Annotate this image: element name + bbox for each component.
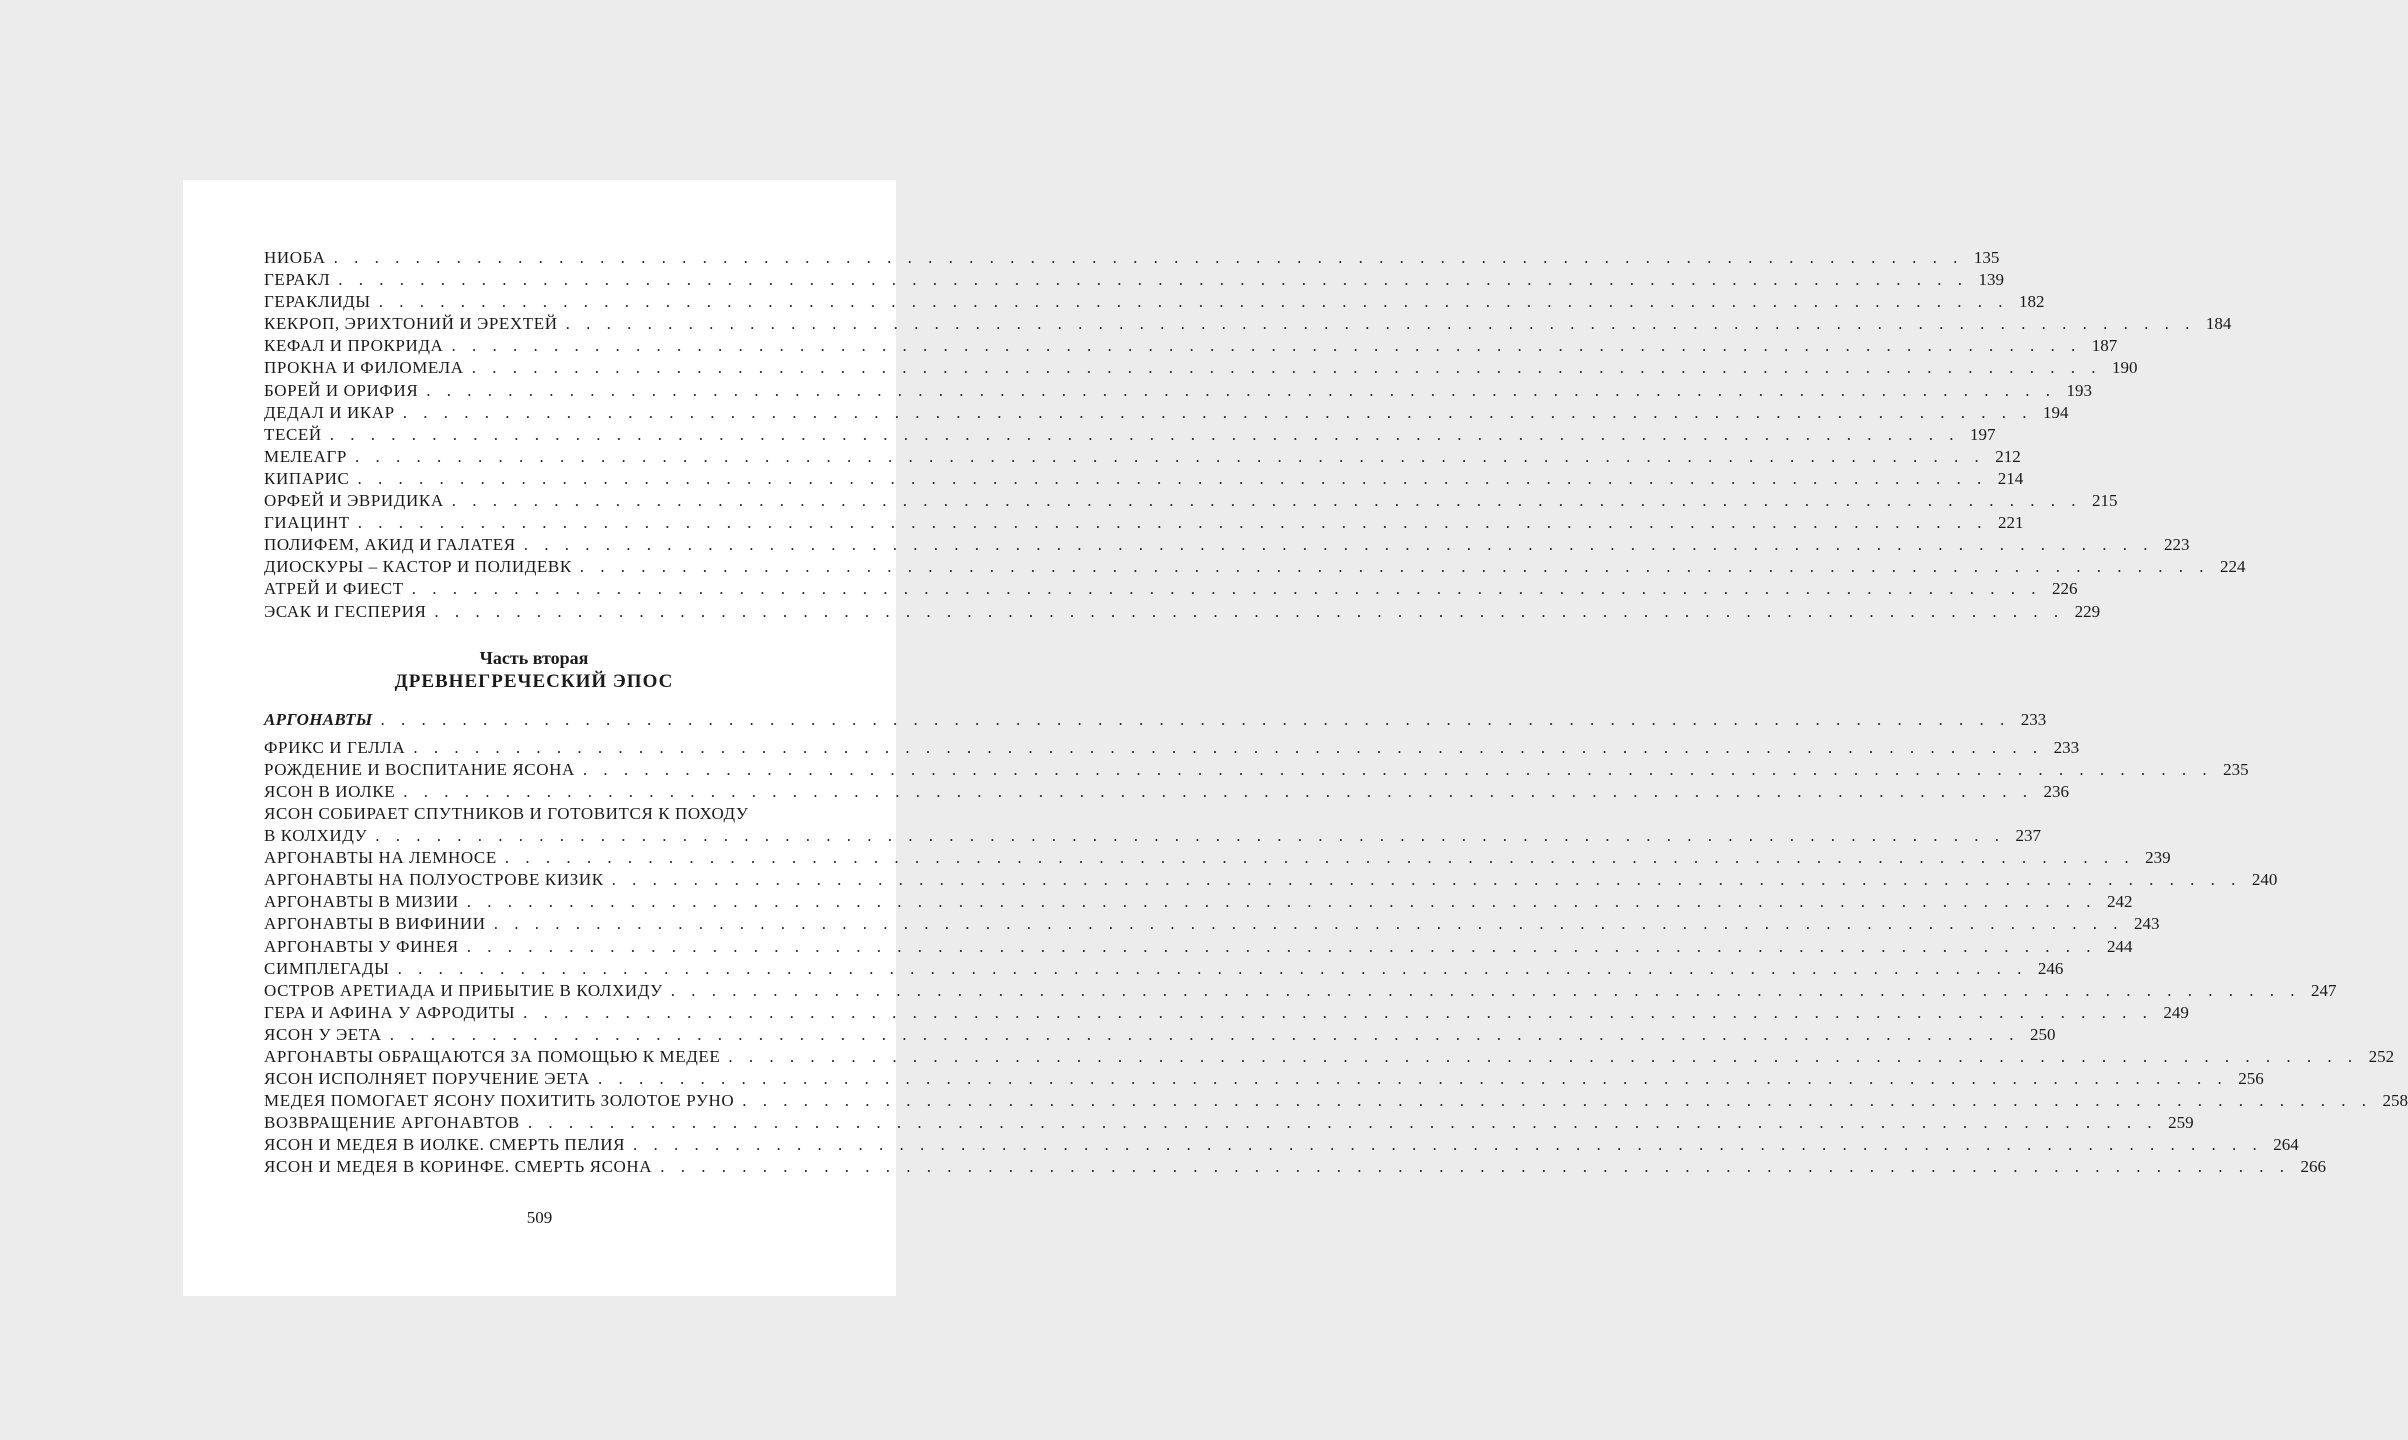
toc-entry	[264, 1090, 2408, 1112]
toc-entry	[264, 1112, 2194, 1134]
toc-entry-line	[264, 803, 804, 825]
leader-dots: . . . . . . . . . . . . . . . . . . . . . . . . . . . . . . . . . . . . . . . . . . . . . . . . . . . . . . . . . . . . . . . . . . . . . . . . . . . . . . . .	[389, 1024, 2020, 1044]
toc-entry	[264, 490, 2118, 512]
toc-entry-title: МЕЛЕАГР	[264, 446, 347, 466]
toc-entry	[264, 869, 2278, 891]
leader-dots: . . . . . . . . . . . . . . . . . . . . . . . . . . . . . . . . . . . . . . . . . . . . . . . . . . . . . . . . . . . . . . . . . . . . . . . . . . . . . . . .	[402, 402, 2033, 422]
toc-entry-page: 223	[2163, 535, 2190, 555]
toc-part1-list	[264, 247, 2246, 623]
toc-entry-title: КЕФАЛ И ПРОКРИДА	[264, 336, 444, 356]
leader-dots: . . . . . . . . . . . . . . . . . . . . . . . . . . . . . . . . . . . . . . . . . . . . . . . . . . . . . . . . . . . . . . . . . . . . . . . . . . . . . . . .	[598, 1069, 2228, 1089]
book-page	[183, 180, 2408, 1296]
toc-entry-page: 139	[1978, 270, 2004, 290]
toc-entry-title: ЯСОН В ИОЛКЕ	[264, 781, 396, 801]
toc-entry-title: АРГОНАВТЫ НА ЛЕМНОСЕ	[264, 848, 497, 868]
toc-entry-title: АРГОНАВТЫ В МИЗИИ	[264, 892, 459, 912]
toc-entry	[264, 1046, 2395, 1068]
toc-entry-page: 264	[2273, 1135, 2299, 1155]
toc-entry-title: ГЕРАКЛ	[264, 270, 331, 290]
toc-entry	[264, 958, 2064, 980]
toc-entry-page: 235	[2223, 759, 2249, 779]
leader-dots: . . . . . . . . . . . . . . . . . . . . . . . . . . . . . . . . . . . . . . . . . . . . . . . . . . . . . . . . . . . . . . . . . . . . . . . . . . . . . . . .	[471, 358, 2102, 378]
toc-entry-page: 250	[2030, 1024, 2056, 1044]
toc-entry	[264, 556, 2246, 578]
toc-entry	[264, 1024, 2056, 1046]
toc-entry-title: АТРЕЙ И ФИЕСТ	[264, 579, 404, 599]
leader-dots: . . . . . . . . . . . . . . . . . . . . . . . . . . . . . . . . . . . . . . . . . . . . . . . . . . . . . . . . . . . . . . . . . . . . . . . . . . . . . . . .	[357, 468, 1988, 488]
leader-dots: . . . . . . . . . . . . . . . . . . . . . . . . . . . . . . . . . . . . . . . . . . . . . . . . . . . . . . . . . . . . . . . . . . . . . . . . . . . . . . . .	[338, 270, 1968, 290]
leader-dots: . . . . . . . . . . . . . . . . . . . . . . . . . . . . . . . . . . . . . . . . . . . . . . . . . . . . . . . . . . . . . . . . . . . . . . . . . . . . . . . .	[611, 870, 2242, 890]
toc-entry-page: 236	[2043, 781, 2069, 801]
toc-entry-title: АРГОНАВТЫ У ФИНЕЯ	[264, 936, 459, 956]
leader-dots: . . . . . . . . . . . . . . . . . . . . . . . . . . . . . . . . . . . . . . . . . . . . . . . . . . . . . . . . . . . . . . . . . . . . . . . . . . . . . . . .	[582, 759, 2213, 779]
toc-entry-title: ПРОКНА И ФИЛОМЕЛА	[264, 358, 464, 378]
leader-dots: . . . . . . . . . . . . . . . . . . . . . . . . . . . . . . . . . . . . . . . . . . . . . . . . . . . . . . . . . . . . . . . . . . . . . . . . . . . . . . . .	[579, 557, 2210, 577]
leader-dots: . . . . . . . . . . . . . . . . . . . . . . . . . . . . . . . . . . . . . . . . . . . . . . . . . . . . . . . . . . . . . . . . . . . . . . . . . . . . . . . .	[426, 380, 2057, 400]
toc-entry	[264, 313, 2232, 335]
toc-entry-page: 135	[1973, 248, 2000, 267]
leader-dots: . . . . . . . . . . . . . . . . . . . . . . . . . . . . . . . . . . . . . . . . . . . . . . . . . . . . . . . . . . . . . . . . . . . . . . . . . . . . . . . .	[451, 491, 2082, 511]
toc-entry	[264, 534, 2190, 556]
leader-dots: . . . . . . . . . . . . . . . . . . . . . . . . . . . . . . . . . . . . . . . . . . . . . . . . . . . . . . . . . . . . . . . . . . . . . . . . . . . . . . . .	[728, 1047, 2359, 1066]
toc-entry	[264, 825, 2042, 847]
toc-entry-page: 243	[2133, 914, 2160, 934]
toc-entry-title: ДЕДАЛ И ИКАР	[264, 402, 395, 422]
toc-entry-page: 259	[2168, 1113, 2194, 1133]
toc-chapter-entry	[264, 709, 2047, 731]
toc-entry-title: ПОЛИФЕМ, АКИД И ГАЛАТЕЯ	[264, 535, 516, 555]
toc-entry-page: 233	[2053, 737, 2080, 757]
leader-dots: . . . . . . . . . . . . . . . . . . . . . . . . . . . . . . . . . . . . . . . . . . . . . . . . . . . . . . . . . . . . . . . . . . . . . . . . . . . . . . . .	[670, 980, 2301, 1000]
leader-dots: . . . . . . . . . . . . . . . . . . . . . . . . . . . . . . . . . . . . . . . . . . . . . . . . . . . . . . . . . . . . . . . . . . . . . . . . . . . . . . . .	[565, 314, 2196, 334]
toc-entry-page: 258	[2382, 1091, 2408, 1111]
leader-dots: . . . . . . . . . . . . . . . . . . . . . . . . . . . . . . . . . . . . . . . . . . . . . . . . . . . . . . . . . . . . . . . . . . . . . . . . . . . . . . . .	[451, 336, 2082, 356]
toc-entry	[264, 335, 2118, 357]
leader-dots: . . . . . . . . . . . . . . . . . . . . . . . . . . . . . . . . . . . . . . . . . . . . . . . . . . . . . . . . . . . . . . . . . . . . . . . . . . . . . . . .	[329, 424, 1960, 444]
leader-dots: . . . . . . . . . . . . . . . . . . . . . . . . . . . . . . . . . . . . . . . . . . . . . . . . . . . . . . . . . . . . . . . . . . . . . . . . . . . . . . . .	[633, 1135, 2263, 1155]
toc-entry-title: ЭСАК И ГЕСПЕРИЯ	[264, 601, 427, 621]
toc-entry-page: 190	[2111, 358, 2138, 378]
toc-entry-title-line1: ЯСОН СОБИРАЕТ СПУТНИКОВ И ГОТОВИТСЯ К ПОХОДУ	[264, 803, 749, 823]
toc-entry	[264, 380, 2093, 402]
toc-entry-page: 239	[2145, 848, 2171, 868]
toc-entry-page: 197	[1970, 424, 1996, 444]
toc-entry-page: 252	[2368, 1047, 2395, 1066]
toc-entry-title: ОСТРОВ АРЕТИАДА И ПРИБЫТИЕ В КОЛХИДУ	[264, 980, 663, 1000]
toc-entry	[264, 1134, 2299, 1156]
toc-entry-title: СИМПЛЕГАДЫ	[264, 958, 390, 978]
leader-dots: . . . . . . . . . . . . . . . . . . . . . . . . . . . . . . . . . . . . . . . . . . . . . . . . . . . . . . . . . . . . . . . . . . . . . . . . . . . . . . . .	[413, 737, 2044, 757]
leader-dots: . . . . . . . . . . . . . . . . . . . . . . . . . . . . . . . . . . . . . . . . . . . . . . . . . . . . . . . . . . . . . . . . . . . . . . . . . . . . . . . .	[493, 914, 2124, 934]
leader-dots: . . . . . . . . . . . . . . . . . . . . . . . . . . . . . . . . . . . . . . . . . . . . . . . . . . . . . . . . . . . . . . . . . . . . . . . . . . . . . . . .	[378, 292, 2009, 312]
toc-entry	[264, 1002, 2189, 1024]
toc-entry-title: ЯСОН ИСПОЛНЯЕТ ПОРУЧЕНИЕ ЭЕТА	[264, 1069, 591, 1089]
toc-entry-page: 242	[2107, 892, 2133, 912]
toc-entry-page: 256	[2238, 1069, 2264, 1089]
leader-dots: . . . . . . . . . . . . . . . . . . . . . . . . . . . . . . . . . . . . . . . . . . . . . . . . . . . . . . . . . . . . . . . . . . . . . . . . . . . . . . . .	[523, 1002, 2153, 1022]
toc-entry-title: ЯСОН У ЭЕТА	[264, 1024, 382, 1044]
leader-dots: . . . . . . . . . . . . . . . . . . . . . . . . . . . . . . . . . . . . . . . . . . . . . . . . . . . . . . . . . . . . . . . . . . . . . . . . . . . . . . . .	[375, 826, 2006, 846]
toc-entry-page: 184	[2205, 314, 2232, 334]
toc-entry	[264, 759, 2249, 781]
toc-entry-page: 237	[2015, 826, 2042, 846]
toc-entry	[264, 424, 1996, 446]
toc-entry-page: 249	[2163, 1002, 2189, 1022]
toc-entry	[264, 446, 2021, 468]
leader-dots: . . . . . . . . . . . . . . . . . . . . . . . . . . . . . . . . . . . . . . . . . . . . . . . . . . . . . . . . . . . . . . . . . . . . . . . . . . . . . . . .	[527, 1113, 2158, 1133]
toc-entry	[264, 847, 2171, 869]
toc-entry	[264, 891, 2133, 913]
toc-entry-page: 229	[2074, 601, 2101, 621]
leader-dots: . . . . . . . . . . . . . . . . . . . . . . . . . . . . . . . . . . . . . . . . . . . . . . . . . . . . . . . . . . . . . . . . . . . . . . . . . . . . . . . .	[354, 446, 1985, 466]
toc-entry	[264, 291, 2045, 313]
table-of-contents	[264, 247, 2408, 1179]
toc-entry	[264, 1068, 2264, 1090]
toc-entry	[264, 269, 2004, 291]
toc-entry	[264, 578, 2078, 600]
toc-entry-page: 215	[2091, 491, 2118, 511]
toc-entry	[264, 1156, 2326, 1178]
leader-dots: . . . . . . . . . . . . . . . . . . . . . . . . . . . . . . . . . . . . . . . . . . . . . . . . . . . . . . . . . . . . . . . . . . . . . . . . . . . . . . . .	[434, 601, 2065, 621]
leader-dots: . . . . . . . . . . . . . . . . . . . . . . . . . . . . . . . . . . . . . . . . . . . . . . . . . . . . . . . . . . . . . . . . . . . . . . . . . . . . . . . .	[403, 781, 2033, 801]
toc-entry-page: 214	[1997, 468, 2024, 488]
toc-entry-title: ЯСОН И МЕДЕЯ В ИОЛКЕ. СМЕРТЬ ПЕЛИЯ	[264, 1135, 626, 1155]
toc-entry-title: АРГОНАВТЫ ОБРАЩАЮТСЯ ЗА ПОМОЩЬЮ К МЕДЕЕ	[264, 1047, 721, 1066]
toc-entry	[264, 468, 2024, 490]
toc-entry-title: ГЕРАКЛИДЫ	[264, 292, 371, 312]
toc-entry-title: В КОЛХИДУ	[264, 826, 368, 846]
toc-entry-page: 194	[2042, 402, 2069, 422]
toc-entry-title: ЯСОН И МЕДЕЯ В КОРИНФЕ. СМЕРТЬ ЯСОНА	[264, 1157, 653, 1177]
toc-entry-title: ГИАЦИНТ	[264, 513, 350, 533]
leader-dots: . . . . . . . . . . . . . . . . . . . . . . . . . . . . . . . . . . . . . . . . . . . . . . . . . . . . . . . . . . . . . . . . . . . . . . . . . . . . . . . .	[742, 1091, 2373, 1111]
section-title: ДРЕВНЕГРЕЧЕСКИЙ ЭПОС	[394, 670, 674, 692]
toc-entry-title: ВОЗВРАЩЕНИЕ АРГОНАВТОВ	[264, 1113, 520, 1133]
toc-part2-list	[264, 737, 2408, 1179]
leader-dots: . . . . . . . . . . . . . . . . . . . . . . . . . . . . . . . . . . . . . . . . . . . . . . . . . . . . . . . . . . . . . . . . . . . . . . . . . . . . . . . .	[466, 936, 2097, 956]
toc-entry-title: МЕДЕЯ ПОМОГАЕТ ЯСОНУ ПОХИТИТЬ ЗОЛОТОЕ РУНО	[264, 1091, 735, 1111]
toc-entry-title: ОРФЕЙ И ЭВРИДИКА	[264, 491, 444, 511]
toc-entry	[264, 601, 2101, 623]
toc-entry	[264, 247, 2000, 269]
toc-entry-title: КЕКРОП, ЭРИХТОНИЙ И ЭРЕХТЕЙ	[264, 314, 558, 334]
toc-entry-title: ТЕСЕЙ	[264, 424, 322, 444]
toc-entry	[264, 980, 2337, 1002]
toc-entry-title: РОЖДЕНИЕ И ВОСПИТАНИЕ ЯСОНА	[264, 759, 575, 779]
page-number: 509	[526, 1208, 553, 1227]
section-subtitle: Часть вторая	[479, 647, 589, 668]
toc-entry-title: АРГОНАВТЫ	[264, 709, 373, 729]
leader-dots: . . . . . . . . . . . . . . . . . . . . . . . . . . . . . . . . . . . . . . . . . . . . . . . . . . . . . . . . . . . . . . . . . . . . . . . . . . . . . . . .	[333, 248, 1964, 267]
toc-entry-page: 246	[2037, 958, 2064, 978]
toc-entry-title: КИПАРИС	[264, 468, 350, 488]
leader-dots: . . . . . . . . . . . . . . . . . . . . . . . . . . . . . . . . . . . . . . . . . . . . . . . . . . . . . . . . . . . . . . . . . . . . . . . . . . . . . . . .	[411, 579, 2042, 599]
toc-entry-title: НИОБА	[264, 248, 326, 267]
toc-entry	[264, 737, 2080, 759]
toc-entry-title: ДИОСКУРЫ – КАСТОР И ПОЛИДЕВК	[264, 557, 572, 577]
toc-entry	[264, 781, 2069, 803]
leader-dots: . . . . . . . . . . . . . . . . . . . . . . . . . . . . . . . . . . . . . . . . . . . . . . . . . . . . . . . . . . . . . . . . . . . . . . . . . . . . . . . .	[397, 958, 2028, 978]
toc-entry-page: 226	[2051, 579, 2078, 599]
toc-entry-title: АРГОНАВТЫ НА ПОЛУОСТРОВЕ КИЗИК	[264, 870, 604, 890]
toc-entry-page: 224	[2220, 557, 2246, 577]
toc-entry-title: ФРИКС И ГЕЛЛА	[264, 737, 406, 757]
leader-dots: . . . . . . . . . . . . . . . . . . . . . . . . . . . . . . . . . . . . . . . . . . . . . . . . . . . . . . . . . . . . . . . . . . . . . . . . . . . . . . . .	[504, 848, 2135, 868]
toc-entry-page: 193	[2066, 380, 2093, 400]
toc-entry	[264, 402, 2069, 424]
leader-dots: . . . . . . . . . . . . . . . . . . . . . . . . . . . . . . . . . . . . . . . . . . . . . . . . . . . . . . . . . . . . . . . . . . . . . . . . . . . . . . . .	[660, 1157, 2290, 1177]
section-heading	[264, 647, 804, 695]
toc-entry	[264, 357, 2138, 379]
toc-entry-title: ГЕРА И АФИНА У АФРОДИТЫ	[264, 1002, 516, 1022]
toc-entry	[264, 936, 2133, 958]
toc-entry-page: 182	[2019, 292, 2045, 312]
leader-dots: . . . . . . . . . . . . . . . . . . . . . . . . . . . . . . . . . . . . . . . . . . . . . . . . . . . . . . . . . . . . . . . . . . . . . . . . . . . . . . . .	[380, 709, 2011, 729]
toc-entry-title: БОРЕЙ И ОРИФИЯ	[264, 380, 419, 400]
toc-entry	[264, 512, 2024, 534]
toc-entry	[264, 913, 2160, 935]
toc-entry-page: 244	[2107, 936, 2133, 956]
toc-entry-page: 240	[2251, 870, 2278, 890]
leader-dots: . . . . . . . . . . . . . . . . . . . . . . . . . . . . . . . . . . . . . . . . . . . . . . . . . . . . . . . . . . . . . . . . . . . . . . . . . . . . . . . .	[466, 892, 2097, 912]
toc-entry-page: 266	[2300, 1157, 2326, 1177]
leader-dots: . . . . . . . . . . . . . . . . . . . . . . . . . . . . . . . . . . . . . . . . . . . . . . . . . . . . . . . . . . . . . . . . . . . . . . . . . . . . . . . .	[357, 513, 1988, 533]
toc-entry-page: 212	[1995, 446, 2021, 466]
leader-dots: . . . . . . . . . . . . . . . . . . . . . . . . . . . . . . . . . . . . . . . . . . . . . . . . . . . . . . . . . . . . . . . . . . . . . . . . . . . . . . . .	[523, 535, 2154, 555]
toc-entry-page: 247	[2311, 980, 2337, 1000]
toc-entry-page: 221	[1998, 513, 2024, 533]
toc-entry-title: АРГОНАВТЫ В ВИФИНИИ	[264, 914, 486, 934]
toc-entry-page: 187	[2091, 336, 2118, 356]
toc-entry-page: 233	[2020, 709, 2047, 729]
